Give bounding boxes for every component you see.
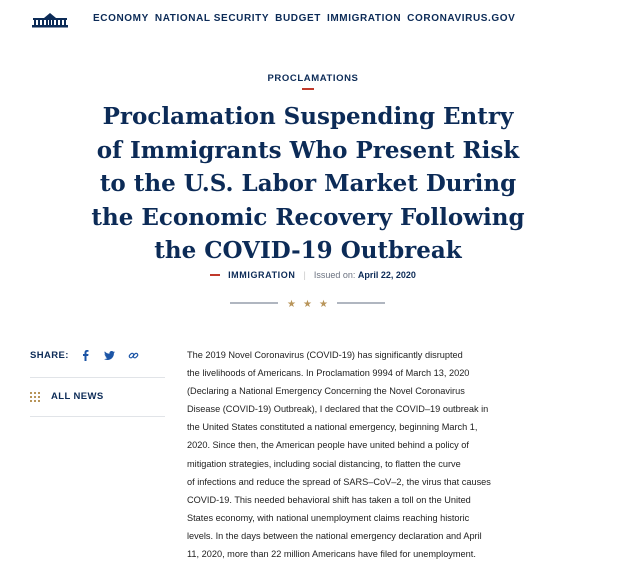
body-line: 11, 2020, more than 22 million Americans have filed for unemployment. <box>187 549 476 560</box>
nav-budget[interactable]: BUDGET <box>275 13 321 24</box>
nav-national-security[interactable]: NATIONAL SECURITY <box>154 13 270 24</box>
article-body <box>187 346 522 563</box>
svg-text:★: ★ <box>319 299 328 310</box>
facebook-icon[interactable] <box>79 349 93 361</box>
grid-icon <box>30 392 40 402</box>
sidebar-divider <box>30 416 165 417</box>
nav-coronavirus[interactable]: CORONAVIRUS.GOV <box>407 13 516 24</box>
issue-category-link[interactable]: IMMIGRATION <box>228 270 296 280</box>
category-underline <box>302 88 314 90</box>
site-header <box>0 0 626 40</box>
body-line: Disease (COVID-19) Outbreak), I declared that the COVID–19 outbreak in <box>187 404 489 415</box>
share-label: SHARE: <box>30 349 69 361</box>
main-nav <box>93 13 515 24</box>
issued-info <box>314 270 416 280</box>
body-line: levels. In the days between the national emergency declaration and April <box>187 530 482 541</box>
body-line: The 2019 Novel Coronavirus (COVID-19) has significantly disrupted <box>187 350 463 360</box>
issued-label: Issued on: <box>313 270 356 280</box>
body-line: 2020. Since then, the American people have united behind a policy of <box>187 440 469 451</box>
body-line: of infections and reduce the spread of SARS–CoV–2, the virus that causes <box>187 476 491 487</box>
white-house-logo-icon[interactable] <box>30 12 70 28</box>
all-news-label: ALL NEWS <box>51 391 104 402</box>
body-line: (Declaring a National Emergency Concerning the Novel Coronavirus <box>187 386 465 397</box>
all-news-link[interactable] <box>30 391 104 402</box>
body-line: COVID-19. This needed behavioral shift has taken a toll on the United <box>187 494 471 505</box>
twitter-icon[interactable] <box>103 349 117 361</box>
meta-separator: | <box>303 270 306 280</box>
article-meta <box>0 270 626 280</box>
svg-text:★: ★ <box>287 299 296 310</box>
meta-dash <box>210 274 220 276</box>
share-bar <box>30 349 141 361</box>
stars-divider <box>230 296 385 310</box>
sidebar-divider <box>30 377 165 378</box>
body-line: the livelihoods of Americans. In Proclamation 9994 of March 13, 2020 <box>187 368 470 379</box>
link-icon[interactable] <box>127 349 141 361</box>
nav-economy[interactable]: ECONOMY <box>93 13 149 24</box>
body-line: States economy, with national unemployment claims reaching historic <box>187 512 470 523</box>
body-line: mitigation strategies, including social distancing, to flatten the curve <box>187 458 461 469</box>
svg-text:★: ★ <box>303 299 312 310</box>
body-line: the United States constituted a national emergency, beginning March 1, <box>187 422 478 433</box>
issued-date: April 22, 2020 <box>357 270 416 280</box>
article-category[interactable]: PROCLAMATIONS <box>267 73 359 84</box>
nav-immigration[interactable]: IMMIGRATION <box>326 13 402 24</box>
page-title: Proclamation Suspending Entry of Immigrants Who Present Risk to the U.S. Labor Market During the Economic Recovery Following the COVID-19 Outbreak <box>91 103 525 264</box>
